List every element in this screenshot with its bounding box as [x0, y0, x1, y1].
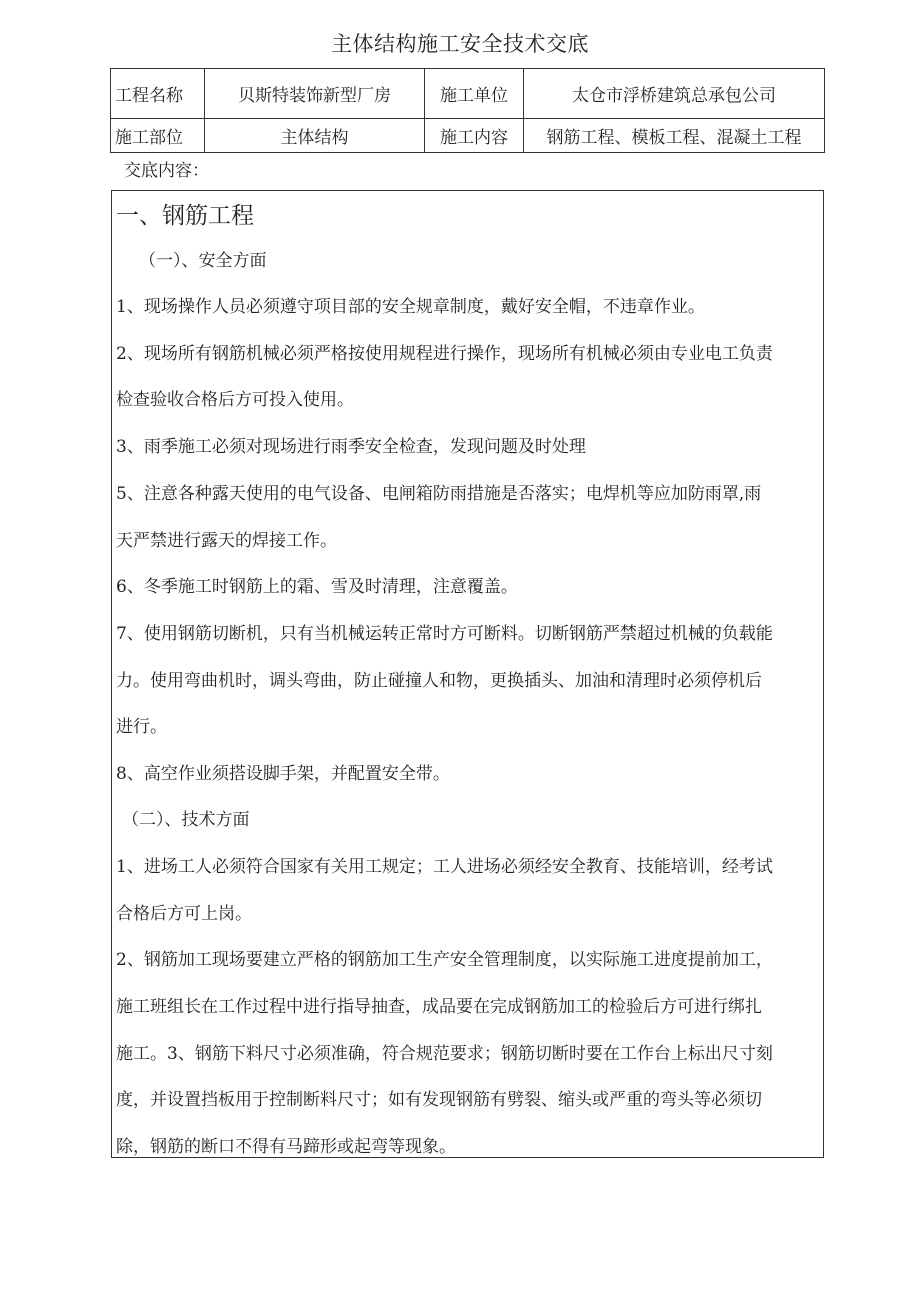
safety-line: 力。使用弯曲机时，调头弯曲，防止碰撞人和物，更换插头、加油和清理时必须停机后	[116, 671, 762, 691]
tech-line: 施工。3、钢筋下料尺寸必须准确，符合规范要求；钢筋切断时要在工作台上标出尺寸刻	[116, 1044, 773, 1064]
project-name-label: 工程名称	[111, 69, 205, 119]
construction-part-label: 施工部位	[111, 119, 205, 153]
tech-line: 除，钢筋的断口不得有马蹄形或起弯等现象。	[116, 1137, 456, 1157]
safety-line: 2、现场所有钢筋机械必须严格按使用规程进行操作，现场所有机械必须由专业电工负责	[116, 344, 773, 364]
safety-line: 8、高空作业须搭设脚手架，并配置安全带。	[116, 764, 450, 784]
construction-content-label: 施工内容	[425, 119, 524, 153]
tech-line: 1、进场工人必须符合国家有关用工规定；工人进场必须经安全教育、技能培训，经考试	[116, 857, 773, 877]
tech-subheading: （二）、技术方面	[122, 810, 250, 830]
safety-line: 天严禁进行露天的焊接工作。	[116, 531, 337, 551]
info-row-project	[111, 69, 825, 119]
section-heading: 一、钢筋工程	[116, 203, 254, 229]
safety-line: 1、现场操作人员必须遵守项目部的安全规章制度，戴好安全帽，不违章作业。	[116, 297, 705, 317]
disclosure-content-box	[111, 190, 824, 1158]
safety-line: 5、注意各种露天使用的电气设备、电闸箱防雨措施是否落实；电焊机等应加防雨罩,雨	[116, 484, 762, 504]
construction-part-value: 主体结构	[205, 119, 425, 153]
tech-line: 度，并设置挡板用于控制断料尺寸；如有发现钢筋有劈裂、缩头或严重的弯头等必须切	[116, 1090, 762, 1110]
safety-line: 7、使用钢筋切断机，只有当机械运转正常时方可断料。切断钢筋严禁超过机械的负载能	[116, 624, 773, 644]
project-name-value: 贝斯特装饰新型厂房	[205, 69, 425, 119]
safety-subheading: （一）、安全方面	[139, 251, 267, 271]
safety-line: 进行。	[116, 717, 167, 737]
disclosure-label: 交底内容：	[124, 161, 209, 181]
info-row-part	[111, 119, 825, 153]
tech-line: 合格后方可上岗。	[116, 904, 252, 924]
tech-line: 施工班组长在工作过程中进行指导抽查，成品要在完成钢筋加工的检验后方可进行绑扎	[116, 997, 762, 1017]
document-title: 主体结构施工安全技术交底	[331, 32, 589, 56]
safety-line: 3、雨季施工必须对现场进行雨季安全检查，发现问题及时处理	[116, 437, 586, 457]
construction-unit-label: 施工单位	[425, 69, 524, 119]
safety-line: 6、冬季施工时钢筋上的霜、雪及时清理，注意覆盖。	[116, 577, 518, 597]
tech-line: 2、钢筋加工现场要建立严格的钢筋加工生产安全管理制度，以实际施工进度提前加工，	[116, 950, 773, 970]
construction-content-value: 钢筋工程、模板工程、混凝土工程	[524, 119, 825, 153]
construction-unit-value: 太仓市浮桥建筑总承包公司	[524, 69, 825, 119]
safety-line: 检查验收合格后方可投入使用。	[116, 390, 354, 410]
project-info-table	[110, 68, 825, 153]
